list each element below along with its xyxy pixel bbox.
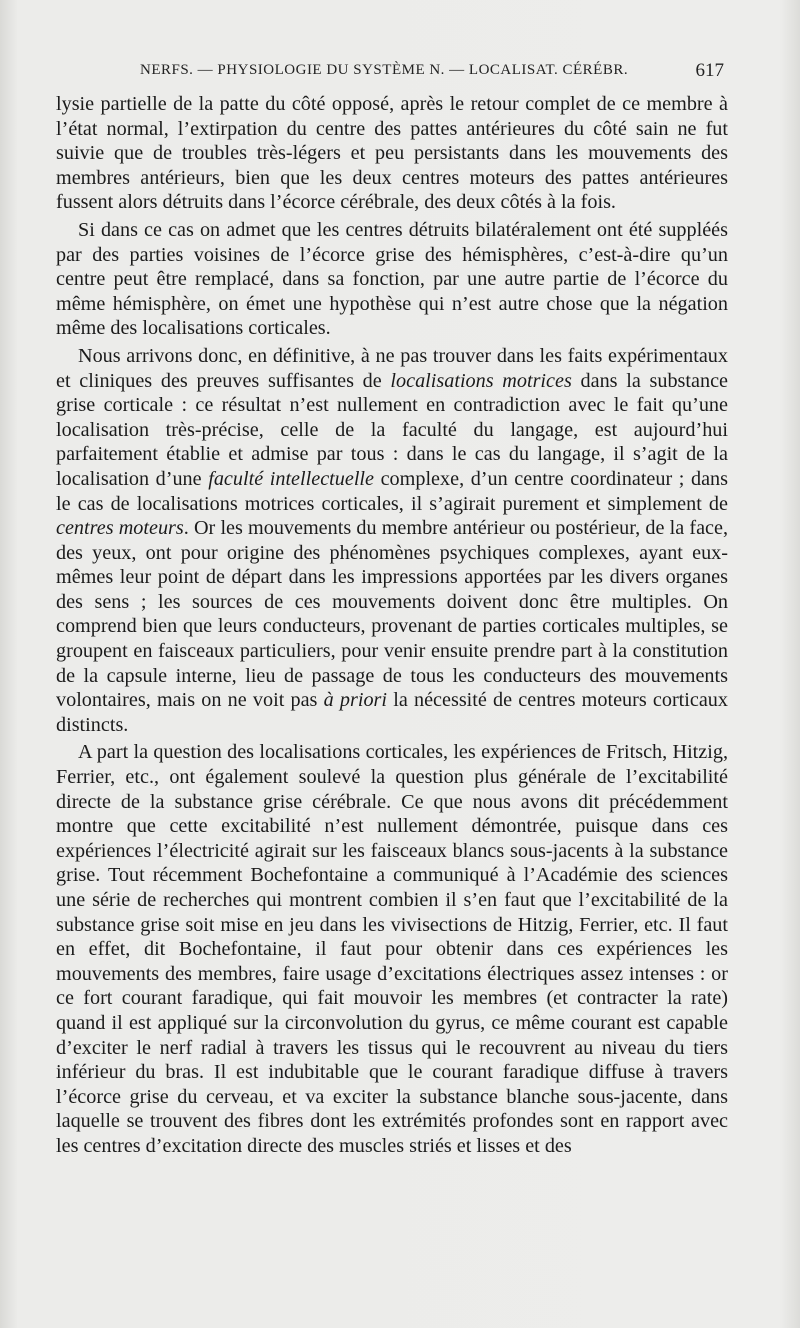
italic-phrase: faculté intellectuelle <box>208 467 374 490</box>
italic-phrase: centres moteurs <box>56 517 184 540</box>
text-run: Si dans ce cas on admet que les centres détruits bilatéralement ont été suppléés par des parties voisines de l’écorce grise des hémisphères, c’est-à-dire qu’un centre peut être remplacé, dans sa fonction, par une autre partie de l’écorce du même hémisphère, on émet une hypothèse qui n’est autre chose que la négation même des localisations corticales. <box>56 218 728 340</box>
text-run: . Or les mouvements du membre antérieur ou postérieur, de la face, des yeux, ont pour origine des phénomènes psychiques complexes, ayant eux-mêmes leur point de départ dans les impressions apportées par les divers organes des sens ; les sources de ces mouvements doivent donc être multiples. On comprend bien que leurs conducteurs, provenant de parties corticales multiples, se groupent en faisceaux particuliers, pour venir ensuite prendre part à la constitution de la capsule interne, lieu de passage de tous les conducteurs des mouvements volontaires, mais on ne voit pas <box>56 517 729 712</box>
text-run: lysie partielle de la patte du côté opposé, après le retour complet de ce membre à l’état normal, l’extirpation du centre des pattes antérieures du côté sain ne fut suivie que de troubles très-légers et peu persistants dans les mouvements des membres antérieurs, bien que les deux centres moteurs des pattes antérieures fussent alors détruits dans l’écorce cérébrale, des deux côtés à la fois. <box>56 93 728 214</box>
paragraph <box>56 92 728 215</box>
text-run: A part la question des localisations corticales, les expériences de Fritsch, Hitzig, Ferrier, etc., ont également soulevé la question plus générale de l’excitabilité directe de la substance grise cérébrale. Ce que nous avons dit précédemment montre que cette excitabilité n’est nullement démontrée, puisque dans ces expériences l’électricité agirait sur les faisceaux blancs sous-jacents à la substance grise. Tout récemment Bochefontaine a communiqué à l’Académie des sciences une série de recherches qui montrent combien il s’en faut que l’excitabilité de la substance grise soit mise en jeu dans les vivisections de Hitzig, Ferrier, etc. Il faut en effet, dit Bochefontaine, il faut pour obtenir dans ces expériences les mouvements des membres, faire usage d’excitations électriques assez intenses : or ce fort courant faradique, qui fait mouvoir les membres (et contracter la rate) quand il est appliqué sur la circonvolution du gyrus, ce même courant est capable d’exciter le nerf radial à travers les tissus qui le recouvrent au niveau du tiers inférieur du bras. Il est indubitable que le courant faradique diffuse à travers l’écorce grise du cerveau, et va exciter la substance blanche sous-jacente, dans laquelle se trouvent des fibres dont les extrémités profondes sont en rapport avec les centres d’excitation directe des muscles striés et lisses et des <box>56 741 728 1157</box>
text-run: dans la substance grise corticale : ce résultat n’est nullement en contradiction avec le fait qu’une localisation très-précise, celle de la faculté du langage, est aujourd’hui parfaitement établie et admise par tous : dans le cas du langage, il s’agit de la localisation d’une <box>56 369 728 490</box>
italic-phrase: localisations motrices <box>390 369 572 392</box>
paragraph <box>56 344 728 738</box>
body-text <box>56 92 728 1159</box>
page-number: 617 <box>695 60 724 81</box>
text-run: Nous arrivons donc, en définitive, à ne pas trouver dans les faits expérimentaux et cliniques des preuves suffisantes de <box>56 344 728 392</box>
italic-phrase: à priori <box>323 689 388 712</box>
running-head <box>140 62 730 86</box>
running-head-title: NERFS. — PHYSIOLOGIE DU SYSTÈME N. — LOCALISAT. CÉRÉBR. <box>140 62 629 78</box>
paragraph <box>56 740 728 1158</box>
text-run: complexe, d’un centre coordinateur ; dans le cas de localisations motrices corticales, il s’agirait purement et simplement de <box>56 467 728 515</box>
paragraph <box>56 218 728 341</box>
text-run: la nécessité de centres moteurs corticaux distincts. <box>56 689 728 736</box>
